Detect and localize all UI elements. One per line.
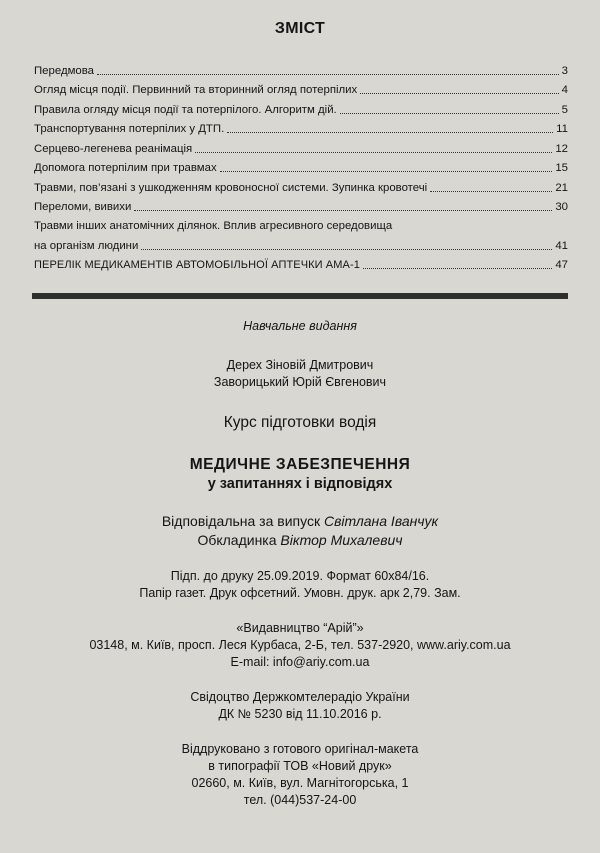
toc-entry-title: Огляд місця події. Первинний та вторинний огляд потерпілих xyxy=(34,84,358,96)
toc-entry-title: Переломи, вивихи xyxy=(34,201,132,213)
printer-address: 02660, м. Київ, вул. Магнітогорська, 1 xyxy=(191,776,409,790)
section-divider xyxy=(32,293,568,299)
book-title: МЕДИЧНЕ ЗАБЕЗПЕЧЕННЯ xyxy=(189,456,411,473)
toc-entry-title: Травми, пов’язані з ушкодженням кровоносної системи. Зупинка кровотечі xyxy=(34,181,428,194)
toc-entry-page: 4 xyxy=(561,84,568,96)
table-of-contents xyxy=(34,58,568,272)
toc-entry-title: Серцево-легенева реанімація xyxy=(34,142,193,155)
toc-entry-page: 3 xyxy=(561,64,568,77)
toc-leader-dots xyxy=(360,92,558,94)
toc-entry xyxy=(34,156,568,176)
toc-title: ЗМІСТ xyxy=(274,20,326,37)
cover-label: Обкладинка xyxy=(197,532,277,548)
certificate-line: Свідоцтво Держкомтелерадіо України xyxy=(190,690,410,704)
toc-entry-page: 30 xyxy=(555,201,568,213)
toc-entry-page: 41 xyxy=(555,239,568,252)
toc-entry-title: Правила огляду місця події та потерпілого. Алгоритм дій. xyxy=(34,103,337,116)
toc-entry-title-continuation: на організм людини xyxy=(34,239,139,252)
responsible-name: Світлана Іванчук xyxy=(323,513,439,529)
book-subtitle: у запитаннях і відповідях xyxy=(207,476,393,492)
print-info: Підп. до друку 25.09.2019. Формат 60x84/16. xyxy=(170,569,430,583)
imprint-block xyxy=(0,318,600,809)
toc-entry-title: Травми інших анатомічних ділянок. Вплив агресивного середовища xyxy=(34,220,393,232)
printer-phone: тел. (044)537-24-00 xyxy=(243,793,357,807)
printer-info: в типографії ТОВ «Новий друк» xyxy=(208,759,392,773)
responsible-editor xyxy=(0,512,600,531)
toc-entry-title: Допомога потерпілим при травмах xyxy=(34,162,217,174)
toc-entry xyxy=(34,58,568,78)
toc-leader-dots xyxy=(430,190,552,192)
toc-entry xyxy=(34,97,568,117)
certificate-number: ДК № 5230 від 11.10.2016 р. xyxy=(218,707,382,721)
toc-entry-page: 47 xyxy=(555,259,568,271)
toc-entry-page: 21 xyxy=(555,181,568,194)
toc-entry-page: 12 xyxy=(555,142,568,155)
author-name: Дерех Зіновій Дмитрович xyxy=(226,358,374,372)
toc-entry xyxy=(34,117,568,137)
toc-leader-dots xyxy=(141,248,552,250)
cover-designer xyxy=(0,531,600,550)
toc-leader-dots xyxy=(195,151,552,153)
toc-entry xyxy=(34,253,568,273)
publisher-name: «Видавництво “Арій”» xyxy=(236,621,364,635)
toc-entry-title: Передмова xyxy=(34,64,95,77)
toc-leader-dots xyxy=(97,73,559,75)
toc-leader-dots xyxy=(363,267,552,269)
toc-entry-first-line xyxy=(34,214,568,233)
printer-info: Віддруковано з готового оригінал-макета xyxy=(181,742,419,756)
print-info: Папір газет. Друк офсетний. Умовн. друк. арк 2,79. Зам. xyxy=(139,586,461,600)
publisher-email: E-mail: info@ariy.com.ua xyxy=(230,655,370,669)
toc-leader-dots xyxy=(227,131,553,133)
toc-entry xyxy=(34,78,568,98)
toc-entry xyxy=(34,195,568,215)
publisher-address: 03148, м. Київ, просп. Леся Курбаса, 2-Б, тел. 537-2920, www.ariy.com.ua xyxy=(89,638,511,652)
cover-name: Віктор Михалевич xyxy=(280,532,403,548)
toc-entry-page: 11 xyxy=(556,123,568,135)
toc-entry-title: Транспортування потерпілих у ДТП. xyxy=(34,123,225,135)
edition-type: Навчальне видання xyxy=(243,319,357,333)
toc-entry-page: 15 xyxy=(555,162,568,174)
toc-entry xyxy=(34,175,568,195)
toc-entry-continuation xyxy=(34,233,568,253)
toc-leader-dots xyxy=(340,112,559,114)
toc-entry-page: 5 xyxy=(561,103,568,116)
toc-leader-dots xyxy=(134,209,552,211)
toc-leader-dots xyxy=(220,170,553,172)
toc-entry xyxy=(34,136,568,156)
author-name: Заворицький Юрій Євгенович xyxy=(213,375,387,389)
series-title: Курс підготовки водія xyxy=(223,414,377,431)
toc-entry-title: ПЕРЕЛІК МЕДИКАМЕНТІВ АВТОМОБІЛЬНОЇ АПТЕЧКИ АМА-1 xyxy=(34,259,360,271)
responsible-label: Відповідальна за випуск xyxy=(161,513,321,529)
